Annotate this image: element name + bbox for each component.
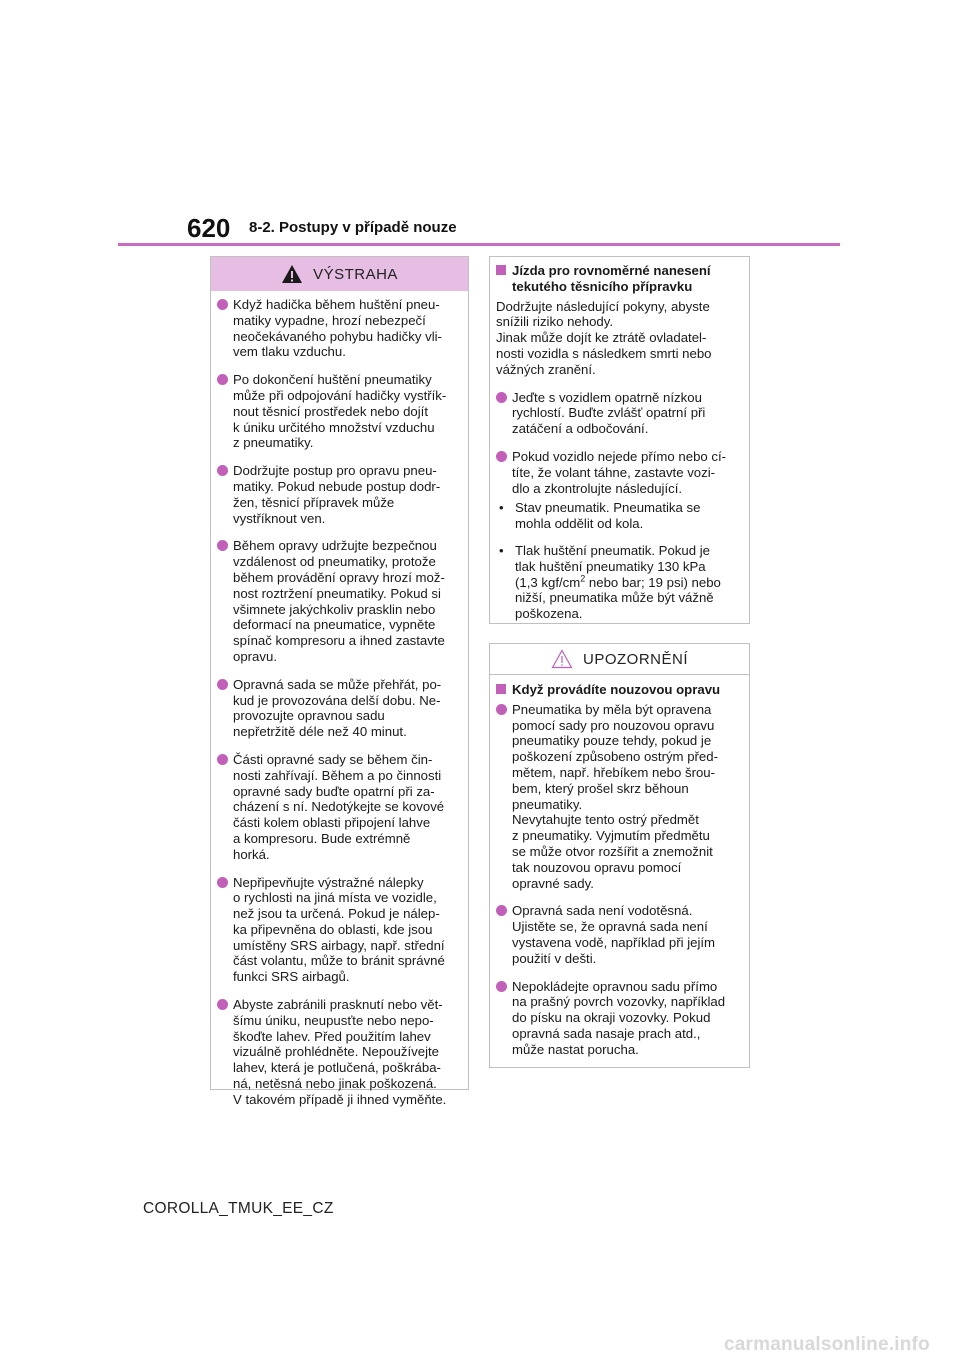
bullet-icon (496, 451, 507, 462)
warning-item: Po dokončení huštění pneumatiky může při odpojování hadičky vystřík- nout těsnicí prostředek nebo dojít k úniku určitého množství vzduchu z pneumatiky. (217, 372, 462, 451)
driving-box (489, 256, 750, 624)
site-watermark: carmanualsonline.info (724, 1334, 930, 1355)
warning-box (210, 256, 469, 1107)
notice-heading: Když provádíte nouzovou opravu (512, 682, 721, 697)
driving-item: Pokud vozidlo nejede přímo nebo cí- títe, že volant táhne, zastavte vozi- dlo a zkontrolujte následující. (496, 449, 743, 496)
notice-item: Opravná sada není vodotěsná. Ujistěte se, že opravná sada není vystavena vodě, například při jejím použití v dešti. (496, 903, 743, 966)
notice-content (490, 675, 749, 1058)
warning-item: Během opravy udržujte bezpečnou vzdálenost od pneumatiky, protože během provádění opravy hrozí mož- nost roztržení pneumatiky. Pokud si všimnete jakýchkoliv prasklin nebo deformací na pneumatice, vypněte spínač kompresoru a ihned zastavte opravu. (217, 538, 462, 664)
section-square-icon (496, 684, 506, 694)
bullet-icon (496, 981, 507, 992)
warning-item: Abyste zabránili prasknutí nebo vět- šímu úniku, neupusťte nebo nepo- škoďte lahev. Před použitím lahev vizuálně prohlédněte. Nepoužívejte lahev, která je potlučená, poškrába- ná, netěsná nebo jinak poškozená. V takovém případě ji ihned vyměňte. (217, 997, 462, 1108)
sub-bullet: • (499, 500, 504, 516)
driving-subitem: • Tlak huštění pneumatik. Pokud je tlak huštění pneumatiky 130 kPa (1,3 kgf/$cm^2$ nebo bar; 19 psi) nebo nižší, pneumatika může být vážně poškozena. (496, 543, 743, 622)
bullet-icon (496, 905, 507, 916)
notice-heading-row (496, 682, 743, 698)
header-rule (118, 243, 840, 246)
bullet-icon (217, 679, 228, 690)
bullet-icon (496, 704, 507, 715)
section-square-icon (496, 265, 506, 275)
driving-item: Jeďte s vozidlem opatrně nízkou rychlostí. Buďte zvlášť opatrní při zatáčení a odbočování. (496, 390, 743, 437)
driving-intro: Dodržujte následující pokyny, abyste snížili riziko nehody. Jinak může dojít ke ztrátě ovladatel- nosti vozidla s následkem smrti nebo vážných zranění. (496, 298, 712, 377)
bullet-icon (496, 392, 507, 403)
warning-title: VÝSTRAHA (313, 265, 398, 283)
bullet-icon (217, 540, 228, 551)
superscript: 2 (580, 573, 586, 584)
bullet-icon (217, 374, 228, 385)
driving-content (490, 257, 749, 622)
notice-header (490, 644, 749, 675)
bullet-icon (217, 465, 228, 476)
driving-heading: Jízda pro rovnoměrné nanesení tekutého těsnicího přípravku (512, 263, 711, 294)
notice-item: Pneumatika by měla být opravena pomocí sady pro nouzovou opravu pneumatiky pouze tehdy, pokud je poškození způsobeno ostrým před- mětem, např. hřebíkem nebo šrou- bem, který prošel skrz běhoun pneumatiky. Nevytahujte tento ostrý předmět z pneumatiky. Vyjmutím předmětu se může otvor rozšířit a znemožnit tak nouzovou opravu pomocí opravné sady. (496, 702, 743, 892)
warning-item: Když hadička během huštění pneu- matiky vypadne, hrozí nebezpečí neočekávaného pohybu hadičky vli- vem tlaku vzduchu. (217, 297, 462, 360)
warning-item: Nepřipevňujte výstražné nálepky o rychlosti na jiná místa ve vozidle, než jsou ta určená. Pokud je nálep- ka připevněna do oblasti, kde jsou umístěny SRS airbagy, např. střední část volantu, může to bránit správné funkci SRS airbagů. (217, 875, 462, 986)
page-number: 620 (187, 213, 231, 243)
warning-header (211, 257, 468, 291)
notice-title: UPOZORNĚNÍ (582, 650, 688, 668)
bullet-icon (217, 754, 228, 765)
bullet-icon (217, 999, 228, 1010)
warning-item: Části opravné sady se během čin- nosti zahřívají. Během a po činnosti opravné sady buďte opatrní při za- cházení s ní. Nedotýkejte se kovové části kolem oblasti připojení lahve a kompresoru. Bude extrémně horká. (217, 752, 462, 863)
bullet-icon (217, 299, 228, 310)
driving-heading-row (496, 263, 743, 295)
warning-item: Opravná sada se může přehřát, po- kud je provozována delší dobu. Ne- provozujte opravnou sadu nepřetržitě déle než 40 minut. (217, 677, 462, 740)
warning-content (211, 291, 468, 1108)
warning-item: Dodržujte postup pro opravu pneu- matiky. Pokud nebude postup dodr- žen, těsnicí přípravek může vystříknout ven. (217, 463, 462, 526)
section-title: 8-2. Postupy v případě nouze (249, 219, 457, 236)
sub-bullet: • (499, 542, 504, 558)
caution-triangle-icon (551, 649, 573, 669)
driving-subitem: • Stav pneumatik. Pneumatika se mohla oddělit od kola. (496, 500, 743, 532)
footer-code: COROLLA_TMUK_EE_CZ (143, 1200, 334, 1217)
bullet-icon (217, 877, 228, 888)
warning-triangle-icon (281, 264, 303, 284)
notice-item: Nepokládejte opravnou sadu přímo na prašný povrch vozovky, například do písku na okraji vozovky. Pokud opravná sada nasaje prach atd., může nastat porucha. (496, 979, 743, 1058)
notice-box (489, 643, 750, 1068)
